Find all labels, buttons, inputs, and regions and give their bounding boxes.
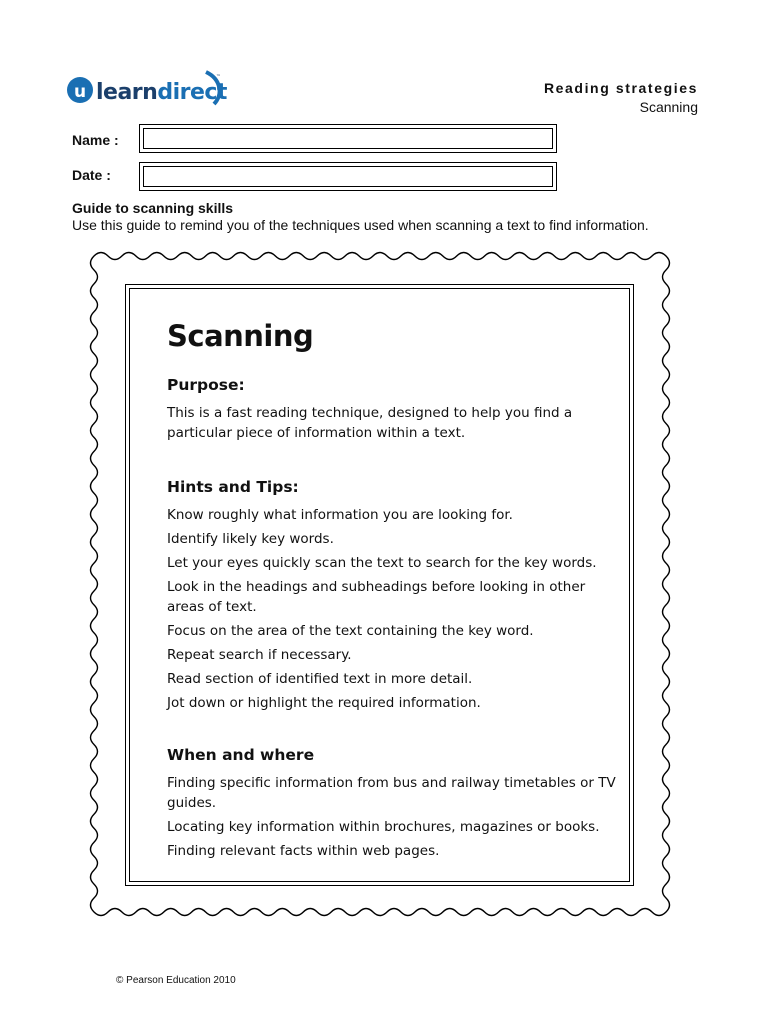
when-where-section [167,746,617,861]
logo-learn-text: learn [96,80,158,105]
learndirect-logo [64,62,244,110]
date-field-box [139,162,557,191]
date-field[interactable] [146,168,550,187]
hint-item: Look in the headings and subheadings before looking in other areas of text. [167,579,586,615]
hint-item: Repeat search if necessary. [167,646,352,663]
name-field-box [139,124,557,153]
hints-section [167,478,617,713]
purpose-section [167,376,617,443]
guide-title: Guide to scanning skills [72,200,234,216]
card-title: Scanning [167,319,314,353]
hint-item: Let your eyes quickly scan the text to search for the key words. [167,555,597,571]
purpose-heading: Purpose: [167,376,245,394]
when-item: Finding relevant facts within web pages. [167,842,440,859]
svg-text:u: u [73,82,87,102]
when-item: Locating key information within brochures, magazines or books. [167,818,600,835]
hint-item: Know roughly what information you are looking for. [167,507,513,523]
hints-heading: Hints and Tips: [167,478,299,496]
scanning-card [167,318,617,866]
hint-item: Focus on the area of the text containing the key word. [167,622,534,639]
guide-section [72,200,692,234]
date-label: Date : [72,167,111,183]
hint-item: Jot down or highlight the required information. [167,694,481,711]
name-field[interactable] [146,130,550,149]
when-where-heading: When and where [167,746,315,764]
header-title: Reading strategies [543,80,698,96]
logo-direct-text: direct [157,80,227,105]
when-item: Finding specific information from bus and railway timetables or TV guides. [167,775,616,811]
copyright-footer: © Pearson Education 2010 [116,975,236,986]
page-header [544,80,698,115]
guide-text: Use this guide to remind you of the techniques used when scanning a text to find information. [72,217,649,233]
name-label: Name : [72,132,119,148]
hint-item: Identify likely key words. [167,531,334,547]
hint-item: Read section of identified text in more detail. [167,670,473,687]
purpose-text: This is a fast reading technique, designed to help you find a particular piece of information within a text. [167,405,573,441]
header-subtitle: Scanning [639,99,698,115]
logo-trademark: ™ [216,74,221,80]
svg-text:learndirect [96,80,228,105]
